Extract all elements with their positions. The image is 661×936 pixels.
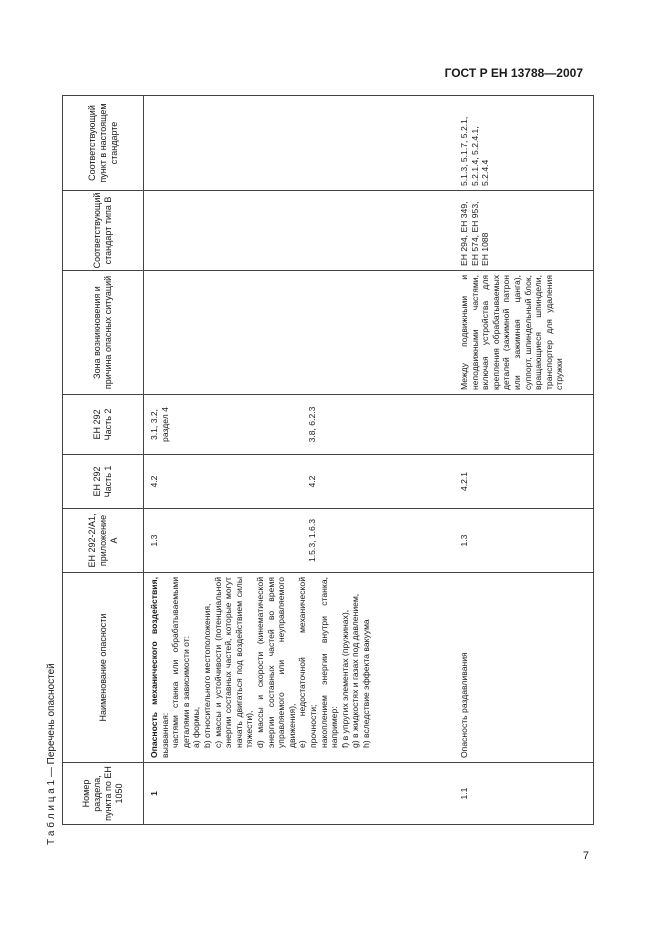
table-caption-text: Т а б л и ц а 1 — Перечень опасностей <box>46 663 57 845</box>
header-en292-2-annex-a: ЕН 292-2/А1, приложение А <box>86 513 119 568</box>
header-section-number: Номер раздела, пункта по ЕН 1050 <box>81 766 124 821</box>
header-en292-part1: ЕН 292 Часть 1 <box>92 465 113 498</box>
row1-annex-a-2: 1.5.3, 1.6.3 <box>307 519 317 563</box>
row1-hazard-title <box>149 577 170 758</box>
row1-part2-a: 3.1, 3.2, раздел 4 <box>149 407 170 442</box>
row11-number: 1.1 <box>459 787 469 800</box>
column-type-b-standard <box>63 190 593 270</box>
row1-line: c) массы и устойчивости (потенциальной энергии составных частей, которые могут начать двигаться под воздействием силы тяжести), <box>212 577 255 748</box>
row1-part2-b: 3.8, 6.2.3 <box>307 406 317 443</box>
row1-line: накоплением энергии внутри станка, например: <box>318 577 340 748</box>
row1-line: b) относительного местоположения, <box>201 603 212 748</box>
hazard-table <box>62 95 594 825</box>
row1-number: 1 <box>149 791 159 796</box>
page-number: 7 <box>582 850 589 862</box>
row11-hazard-name: Опасность раздавливания <box>459 652 469 758</box>
header-clause: Соответствующий пункт в настоящем стандарте <box>86 103 119 183</box>
column-clause <box>63 96 593 190</box>
row1-annex-a-1: 1.3 <box>149 534 159 547</box>
row1-line: h) вследствие эффекта вакуума <box>360 619 371 748</box>
row1-hazard-description <box>149 577 371 758</box>
row11-part1: 4.2.1 <box>459 471 469 492</box>
row1-line: g) в жидкостях и газах под давлением, <box>350 593 361 748</box>
row1-part1-b: 4.2 <box>307 475 317 488</box>
header-en292-part2: ЕН 292 Часть 2 <box>92 408 113 441</box>
row1-hazard-title-rest: вызванная: <box>159 712 170 758</box>
row11-zone-cause: Между подвижными и неподвижными частями, включая устройства для крепления обрабатываемых деталей (зажимной патрон или зажимная цанга), суппорт, шпиндельный блок, вращающиеся шпиндели, транспортер для удаления стружки <box>459 275 565 390</box>
column-section-number <box>63 762 593 824</box>
row11-annex-a: 1.3 <box>459 534 469 547</box>
column-hazard-name <box>63 572 593 762</box>
header-hazard-name: Наименование опасности <box>97 613 108 722</box>
column-en292-part2 <box>63 394 593 454</box>
table-rotation-frame <box>62 95 594 825</box>
row1-line: а) формы, <box>191 706 202 748</box>
row1-hazard-title-bold: Опасность механического воздействия, <box>149 577 159 758</box>
column-zone-cause <box>63 270 593 394</box>
row1-line: d) массы и скорости (кинематической энергии составных частей во время управляемого или неуправляемого движения), <box>254 577 297 748</box>
row1-part1-a: 4.2 <box>149 475 159 488</box>
header-zone-cause: Зона возникновения и причина опасных ситуаций <box>92 275 113 390</box>
row11-clause: 5.1.3, 5.1.7, 5.2.1, 5.2.1.4, 5.2.4.1, 5.2.4.4 <box>459 116 491 186</box>
column-en292-2-annex-a <box>63 508 593 572</box>
header-type-b-standard: Соответствующий стандарт типа В <box>92 192 113 269</box>
document-header: ГОСТ Р ЕН 13788—2007 <box>444 66 583 80</box>
row1-line: f) в упругих элементах (пружинах), <box>339 609 350 748</box>
row1-line: частями станка или обрабатываемыми деталями в зависимости от: <box>170 577 191 748</box>
row1-line: e) недостаточной механической прочности; <box>297 577 318 748</box>
column-en292-part1 <box>63 454 593 508</box>
row11-type-b-standard: ЕН 294, ЕН 349, ЕН 574, ЕН 953, ЕН 1088 <box>459 201 491 266</box>
